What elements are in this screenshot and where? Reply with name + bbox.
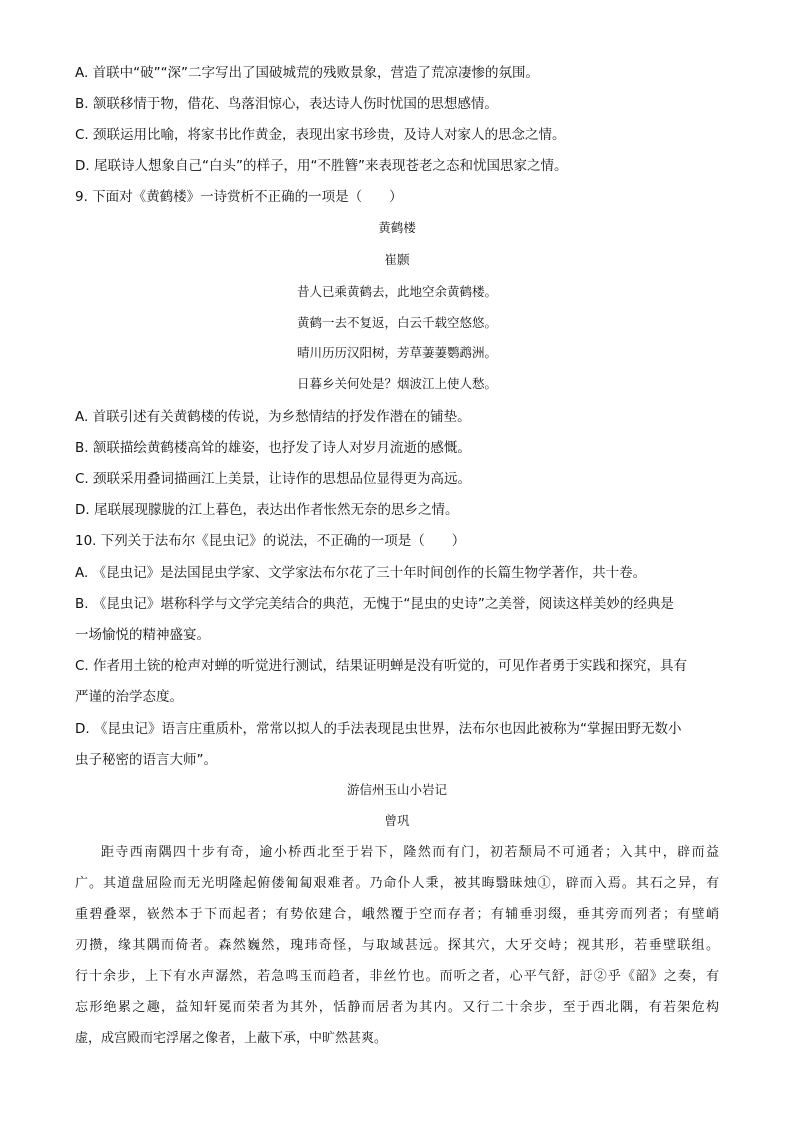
q8-option-c: C. 颈联运用比喻，将家书比作黄金，表现出家书珍贵，及诗人对家人的思念之情。 — [75, 127, 566, 143]
poem-line-3: 晴川历历汉阳树，芳草萋萋鹦鹉洲。 — [296, 345, 497, 360]
q10-stem: 10. 下列关于法布尔《昆虫记》的说法，不正确的一项是（ ） — [75, 533, 466, 549]
q8-option-b: B. 颔联移情于物，借花、鸟落泪惊心，表达诗人伤时忧国的思想感情。 — [75, 96, 498, 112]
poem-line-2: 黄鹤一去不复返，白云千载空悠悠。 — [296, 315, 497, 330]
poem-line-1: 昔人已乘黄鹤去，此地空余黄鹤楼。 — [296, 284, 497, 299]
poem-author: 崔颢 — [384, 252, 410, 267]
poem-line-4: 日暮乡关何处是？烟波江上使人愁。 — [296, 376, 497, 391]
q10-option-d: D. 《昆虫记》语言庄重质朴，常常以拟人的手法表现昆虫世界，法布尔也因此被称为“掌握田野无数小 — [75, 721, 682, 737]
essay-line-2: 广。其道盘屈险而无光明隆起俯偻匍匐艰难者。乃命仆人秉，被其晦翳昧烛①，辟而入焉。其石之异，有 — [75, 876, 719, 891]
q9-option-b: B. 颔联描绘黄鹤楼高耸的雄姿，也抒发了诗人对岁月流逝的感慨。 — [75, 440, 471, 456]
essay-author: 曾巩 — [384, 813, 410, 828]
q10-option-d-cont: 虫子秘密的语言大师”。 — [75, 752, 217, 768]
essay-line-5: 行十余步，上下有水声潺然，若急鸣玉而趋者，非丝竹也。而听之者，心平气舒，訏②乎《韶》之奏，有 — [75, 969, 719, 984]
q9-option-c: C. 颈联采用叠词描画江上美景，让诗作的思想品位显得更为高远。 — [75, 471, 472, 487]
essay-line-6: 忘形绝累之趣，益知轩冕而荣者为其外，恬静而居者为其内。又行二十余步，至于西北隅，有若架危构 — [75, 1000, 719, 1015]
q9-option-d: D. 尾联展现朦胧的江上暮色，表达出作者怅然无奈的思乡之情。 — [75, 502, 459, 518]
essay-line-4: 刃攒，缘其隅而倚者。森然巍然，瑰玮奇怪，与取域甚远。探其穴，大牙交峙；视其形，若垂壁联组。 — [75, 938, 719, 953]
q9-stem: 9. 下面对《黄鹤楼》一诗赏析不正确的一项是（ ） — [75, 189, 403, 205]
essay-title: 游信州玉山小岩记 — [346, 782, 447, 797]
q8-option-a: A. 首联中“破”“深”二字写出了国破城荒的残败景象，营造了荒凉凄惨的氛围。 — [75, 65, 540, 81]
essay-line-3: 重碧叠翠，嵚然本于下而起者；有势依建合，峨然覆于空而存者；有辅垂羽缀，垂其旁而列者；有壁峭 — [75, 907, 719, 922]
essay-line-7: 虚，成宫殿而宅浮屠之像者，上蔽下承，中旷然甚爽。 — [75, 1031, 388, 1046]
q8-option-d: D. 尾联诗人想象自己“白头”的样子，用“不胜簪”来表现苍老之态和忧国思家之情。 — [75, 158, 568, 174]
poem-title: 黄鹤楼 — [378, 220, 416, 235]
q10-option-b-cont: 一场愉悦的精神盛宴。 — [75, 627, 210, 643]
q10-option-c: C. 作者用土铳的枪声对蝉的听觉进行测试，结果证明蝉是没有听觉的，可见作者勇于实践和探究，具有 — [75, 658, 688, 674]
q10-option-c-cont: 严谨的治学态度。 — [75, 689, 183, 705]
q10-option-b: B. 《昆虫记》堪称科学与文学完美结合的典范，无愧于“昆虫的史诗”之美誉，阅读这样美妙的经典是 — [75, 596, 674, 612]
q10-option-a: A. 《昆虫记》是法国昆虫学家、文学家法布尔花了三十年时间创作的长篇生物学著作，共十卷。 — [75, 565, 647, 581]
q9-option-a: A. 首联引述有关黄鹤楼的传说，为乡愁情结的抒发作潜在的铺垫。 — [75, 409, 471, 425]
essay-line-1: 距寺西南隅四十步有奇，逾小桥西北至于岩下，隆然而有门，初若颓局不可通者；入其中，辟而益 — [101, 845, 719, 860]
